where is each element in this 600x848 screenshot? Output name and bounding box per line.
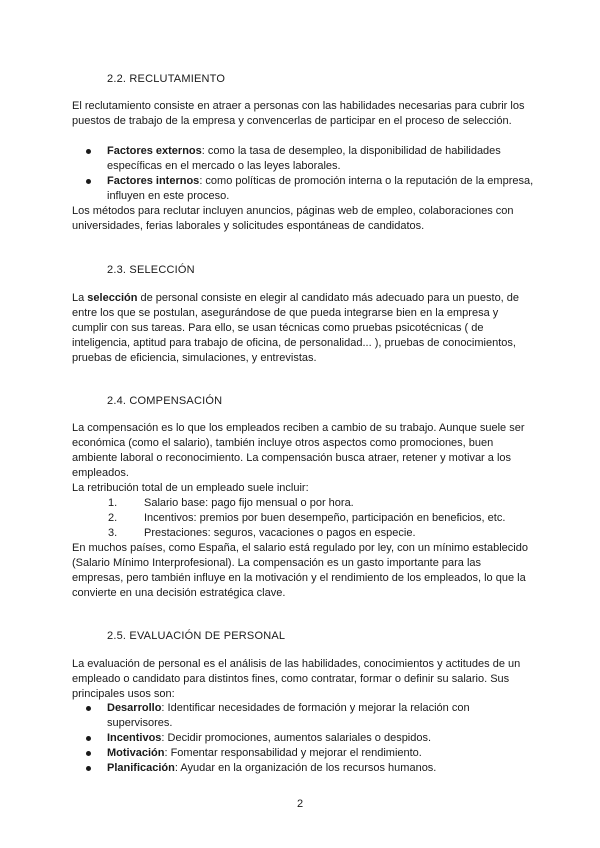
seleccion-lead: La <box>72 292 88 304</box>
list-item <box>72 526 534 541</box>
bullet-term: Planificación <box>107 762 175 774</box>
item-number: 1. <box>108 497 118 509</box>
section-heading-reclutamiento: 2.2. RECLUTAMIENTO <box>107 73 226 85</box>
bullet-term: Factores internos <box>107 175 200 187</box>
bullet-icon <box>86 149 91 154</box>
item-text: Incentivos: premios por buen desempeño, participación en beneficios, etc. <box>144 512 506 524</box>
reclutamiento-bullet-list <box>72 144 534 204</box>
bullet-term: Incentivos <box>107 732 162 744</box>
bullet-text: : Decidir promociones, aumentos salariales o despidos. <box>161 732 432 744</box>
bullet-term: Desarrollo <box>107 702 162 714</box>
bullet-icon <box>86 706 91 711</box>
seleccion-text: de personal consiste en elegir al candidato más adecuado para un puesto, de entre los que se postulan, asegurándose de que pueda integrarse bien en la empresa y cumplir con sus tareas. Para ello, se usan técnicas como pruebas psicotécnicas ( de inteligencia, aptitud para trabajo de oficina, de personalidad... ), pruebas de conocimientos, pruebas de eficiencia, simulaciones, y entrevistas. <box>72 292 520 364</box>
bullet-text: : Fomentar responsabilidad y mejorar el rendimiento. <box>164 747 422 759</box>
bullet-text: : como la tasa de desempleo, la disponibilidad de habilidades específicas en el mercado o las leyes laborales. <box>107 145 501 172</box>
bullet-icon <box>86 766 91 771</box>
bullet-term: Factores externos <box>107 145 202 157</box>
item-number: 2. <box>108 512 118 524</box>
list-item <box>72 701 534 731</box>
section-heading-compensacion: 2.4. COMPENSACIÓN <box>107 395 223 407</box>
evaluacion-intro: La evaluación de personal es el análisis de las habilidades, conocimientos y actitudes de un empleado o candidato para distintos fines, como contratar, formar o definir su salario. Sus principales usos son: <box>72 658 521 700</box>
reclutamiento-outro: Los métodos para reclutar incluyen anuncios, páginas web de empleo, colaboraciones con universidades, ferias laborales y solicitudes espontáneas de candidatos. <box>72 205 514 232</box>
page-number: 2 <box>296 798 304 810</box>
bullet-icon <box>86 736 91 741</box>
bullet-text: : Ayudar en la organización de los recursos humanos. <box>174 762 437 774</box>
section-heading-evaluacion: 2.5. EVALUACIÓN DE PERSONAL <box>107 630 286 642</box>
compensacion-numbered-list <box>72 496 534 541</box>
bullet-icon <box>86 751 91 756</box>
list-item <box>72 731 534 746</box>
list-item <box>72 746 534 761</box>
bullet-icon <box>86 179 91 184</box>
bullet-term: Motivación <box>107 747 165 759</box>
seleccion-term: selección <box>87 292 138 304</box>
item-text: Salario base: pago fijo mensual o por hora. <box>144 497 354 509</box>
compensacion-list-intro: La retribución total de un empleado suele incluir: <box>72 482 309 494</box>
reclutamiento-intro: El reclutamiento consiste en atraer a personas con las habilidades necesarias para cubrir los puestos de trabajo de la empresa y convencerlas de participar en el proceso de selección. <box>72 100 525 127</box>
seleccion-paragraph <box>72 291 534 366</box>
bullet-text: : Identificar necesidades de formación y mejorar la relación con supervisores. <box>107 702 470 729</box>
list-item <box>72 496 534 511</box>
list-item <box>72 761 534 776</box>
list-item <box>72 174 534 204</box>
compensacion-intro: La compensación es lo que los empleados reciben a cambio de su trabajo. Aunque suele ser económica (como el salario), también incluye otros aspectos como promociones, buen ambiente laboral o reconocimiento. La compensación busca atraer, retener y motivar a los empleados. <box>72 422 525 479</box>
compensacion-outro: En muchos países, como España, el salario está regulado por ley, con un mínimo establecido (Salario Mínimo Interprofesional). La compensación es un gasto importante para las empresas, pero también influye en la motivación y el rendimiento de los empleados, lo que la convierte en una decisión estratégica clave. <box>72 542 528 599</box>
list-item <box>72 144 534 174</box>
item-text: Prestaciones: seguros, vacaciones o pagos en especie. <box>144 527 416 539</box>
item-number: 3. <box>108 527 118 539</box>
list-item <box>72 511 534 526</box>
bullet-text: : como políticas de promoción interna o la reputación de la empresa, influyen en este proceso. <box>107 175 534 202</box>
evaluacion-bullet-list <box>72 701 534 776</box>
section-heading-seleccion: 2.3. SELECCIÓN <box>107 264 195 276</box>
